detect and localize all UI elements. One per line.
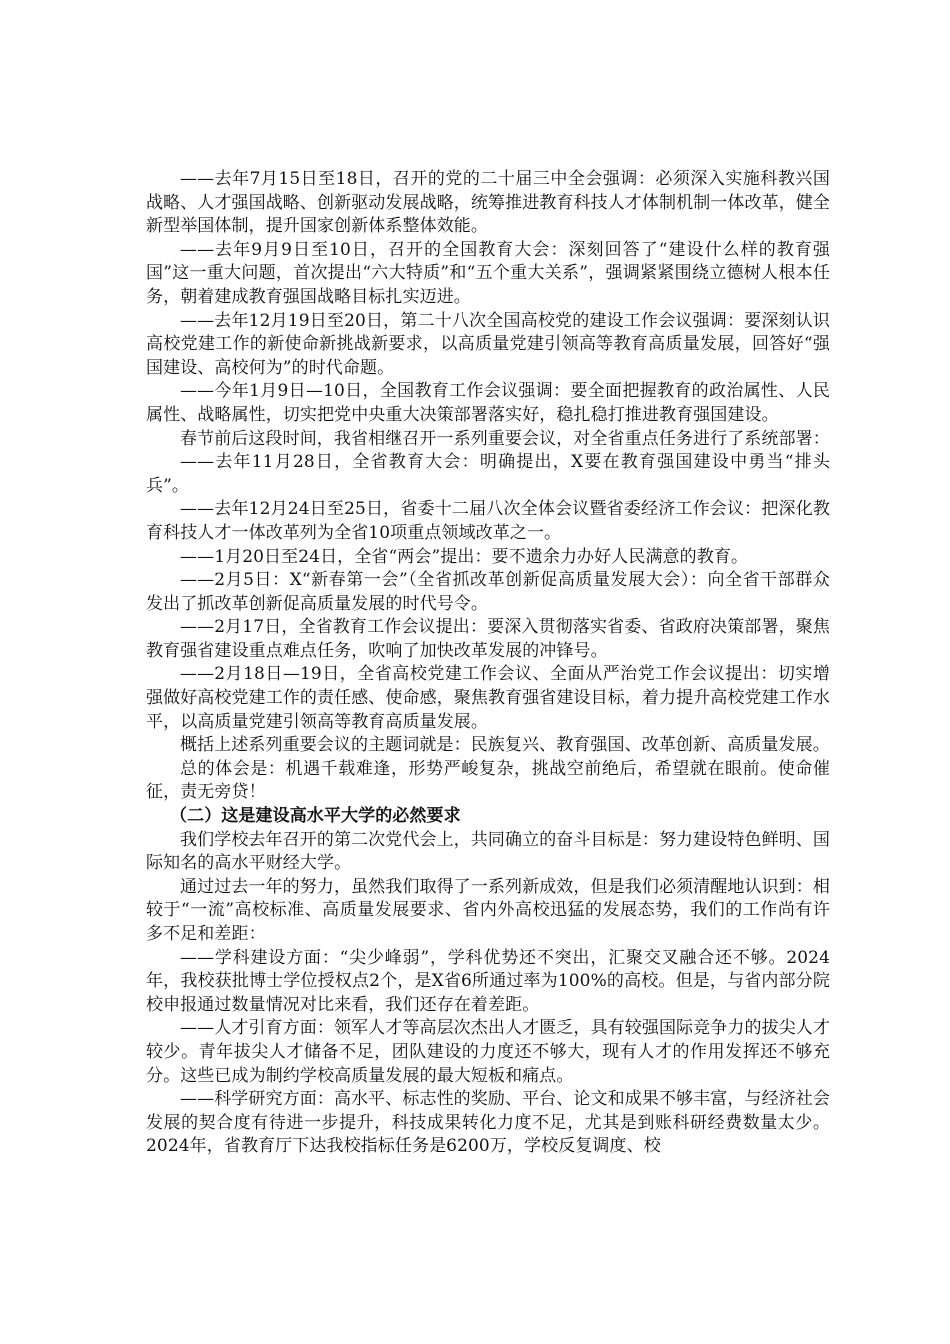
paragraph: ——2月17日，全省教育工作会议提出：要深入贯彻落实省委、省政府决策部署，聚焦教育强省建设重点难点任务，吹响了加快改革发展的冲锋号。	[146, 617, 830, 661]
paragraph: ——2月18日—19日，全省高校党建工作会议、全面从严治党工作会议提出：切实增强做好高校党建工作的责任感、使命感，聚焦教育强省建设目标，着力提升高校党建工作水平，以高质量党建引领高等教育高质量发展。	[146, 664, 830, 732]
paragraph: 通过过去一年的努力，虽然我们取得了一系列新成效，但是我们必须清醒地认识到：相较于“一流”高校标准、高质量发展要求、省内外高校迅猛的发展态势，我们的工作尚有许多不足和差距：	[146, 876, 830, 944]
paragraph: ——去年12月19日至20日，第二十八次全国高校党的建设工作会议强调：要深刻认识高校党建工作的新使命新挑战新要求，以高质量党建引领高等教育高质量发展，回答好“强国建设、高校何为”的时代命题。	[146, 310, 830, 378]
paragraph: ——学科建设方面：“尖少峰弱”，学科优势还不突出，汇聚交叉融合还不够。2024年，我校获批博士学位授权点2个，是X省6所通过率为100%的高校。但是，与省内部分院校申报通过数量情况对比来看，我们还存在着差距。	[146, 947, 830, 1015]
paragraph: 我们学校去年召开的第二次党代会上，共同确立的奋斗目标是：努力建设特色鲜明、国际知名的高水平财经大学。	[146, 829, 830, 874]
paragraph: ——去年12月24日至25日，省委十二届八次全体会议暨省委经济工作会议：把深化教育科技人才一体改革列为全省10项重点领域改革之一。	[146, 499, 830, 543]
paragraph: ——去年9月9日至10日，召开的全国教育大会：深刻回答了“建设什么样的教育强国”这一重大问题，首次提出“六大特质”和“五个重大关系”，强调紧紧围绕立德树人根本任务，朝着建成教育强国战略目标扎实迈进。	[146, 239, 830, 307]
paragraph: ——科学研究方面：高水平、标志性的奖励、平台、论文和成果不够丰富，与经济社会发展的契合度有待进一步提升，科技成果转化力度不足，尤其是到账科研经费数量太少。2024年，省教育厅下达我校指标任务是6200万，学校反复调度、校	[146, 1089, 830, 1157]
section-heading: （二）这是建设高水平大学的必然要求	[170, 806, 461, 827]
document-body	[146, 168, 830, 1159]
paragraph: ——去年11月28日，全省教育大会：明确提出，X要在教育强国建设中勇当“排头兵”。	[146, 452, 830, 496]
paragraph: ——2月5日：X“新春第一会”（全省抓改革创新促高质量发展大会）：向全省干部群众发出了抓改革创新促高质量发展的时代号令。	[146, 570, 830, 614]
paragraph: 春节前后这段时间，我省相继召开一系列重要会议，对全省重点任务进行了系统部署：	[180, 428, 830, 449]
paragraph: ——去年7月15日至18日，召开的党的二十届三中全会强调：必须深入实施科教兴国战略、人才强国战略、创新驱动发展战略，统筹推进教育科技人才体制机制一体改革，健全新型举国体制，提升国家创新体系整体效能。	[146, 169, 830, 237]
paragraph: 概括上述系列重要会议的主题词就是：民族复兴、教育强国、改革创新、高质量发展。	[180, 735, 830, 756]
paragraph: 总的体会是：机遇千载难逢，形势严峻复杂，挑战空前绝后，希望就在眼前。使命催征，责无旁贷！	[146, 758, 830, 803]
paragraph: ——1月20日至24日，全省“两会”提出：要不遗余力办好人民满意的教育。	[180, 546, 749, 567]
paragraph: ——人才引育方面：领军人才等高层次杰出人才匮乏，具有较强国际竞争力的拔尖人才较少。青年拔尖人才储备不足，团队建设的力度还不够大，现有人才的作用发挥还不够充分。这些已成为制约学校高质量发展的最大短板和痛点。	[146, 1018, 830, 1086]
paragraph: ——今年1月9日—10日，全国教育工作会议强调：要全面把握教育的政治属性、人民属性、战略属性，切实把党中央重大决策部署落实好，稳扎稳打推进教育强国建设。	[146, 381, 830, 425]
